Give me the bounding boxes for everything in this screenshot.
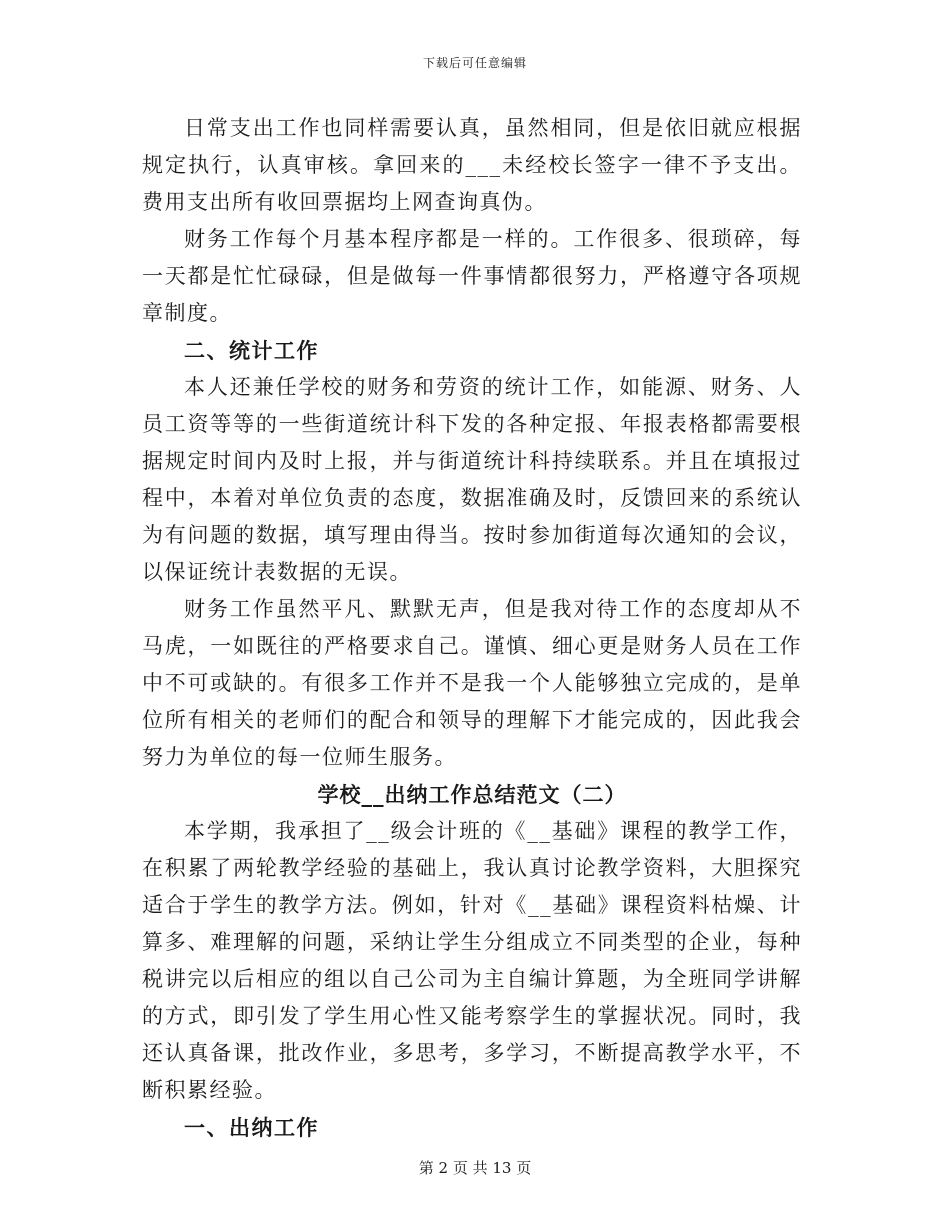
page-header: 下载后可任意编辑 (422, 56, 527, 70)
paragraph-statistics-work: 本人还兼任学校的财务和劳资的统计工作，如能源、财务、人员工资等等的一些街道统计科下发的各种定报、年报表格都需要根据规定时间内及时上报，并与街道统计科持续联系。并且在填报过程中，本着对单位负责的态度，数据准确及时，反馈回来的系统认为有问题的数据，填写理由得当。按时参加街道每次通知的会议，以保证统计表数据的无误。 (142, 375, 802, 584)
document-body (142, 110, 802, 1146)
section-heading-statistics: 二、统计工作 (184, 338, 319, 363)
paragraph-daily-expenses: 日常支出工作也同样需要认真，虽然相同，但是依旧就应根据规定执行，认真审核。拿回来的___未经校长签字一律不予支出。费用支出所有收回票据均上网查询真伪。 (142, 116, 802, 214)
page-footer: 第 2 页 共 13 页 (418, 1159, 532, 1177)
paragraph-teaching-work: 本学期，我承担了__级会计班的《__基础》课程的教学工作，在积累了两轮教学经验的基础上，我认真讨论教学资料，大胆探究适合于学生的教学方法。例如，针对《__基础》课程资料枯燥、计算多、难理解的问题，采纳让学生分组成立不同类型的企业，每种税讲完以后相应的组以自己公司为主自编计算题，为全班同学讲解的方式，即引发了学生用心性又能考察学生的掌握状况。同时，我还认真备课，批改作业，多思考，多学习，不断提高教学水平，不断积累经验。 (142, 819, 802, 1102)
paragraph-monthly-routine: 财务工作每个月基本程序都是一样的。工作很多、很琐碎，每一天都是忙忙碌碌，但是做每一件事情都很努力，严格遵守各项规章制度。 (142, 227, 802, 325)
section-heading-cashier: 一、出纳工作 (184, 1115, 319, 1140)
paragraph-work-attitude: 财务工作虽然平凡、默默无声，但是我对待工作的态度却从不马虎，一如既往的严格要求自己。谨慎、细心更是财务人员在工作中不可或缺的。有很多工作并不是我一个人能够独立完成的，是单位所有相关的老师们的配合和领导的理解下才能完成的，因此我会努力为单位的每一位师生服务。 (142, 597, 802, 769)
document-title: 学校__出纳工作总结范文（二） (317, 782, 627, 807)
